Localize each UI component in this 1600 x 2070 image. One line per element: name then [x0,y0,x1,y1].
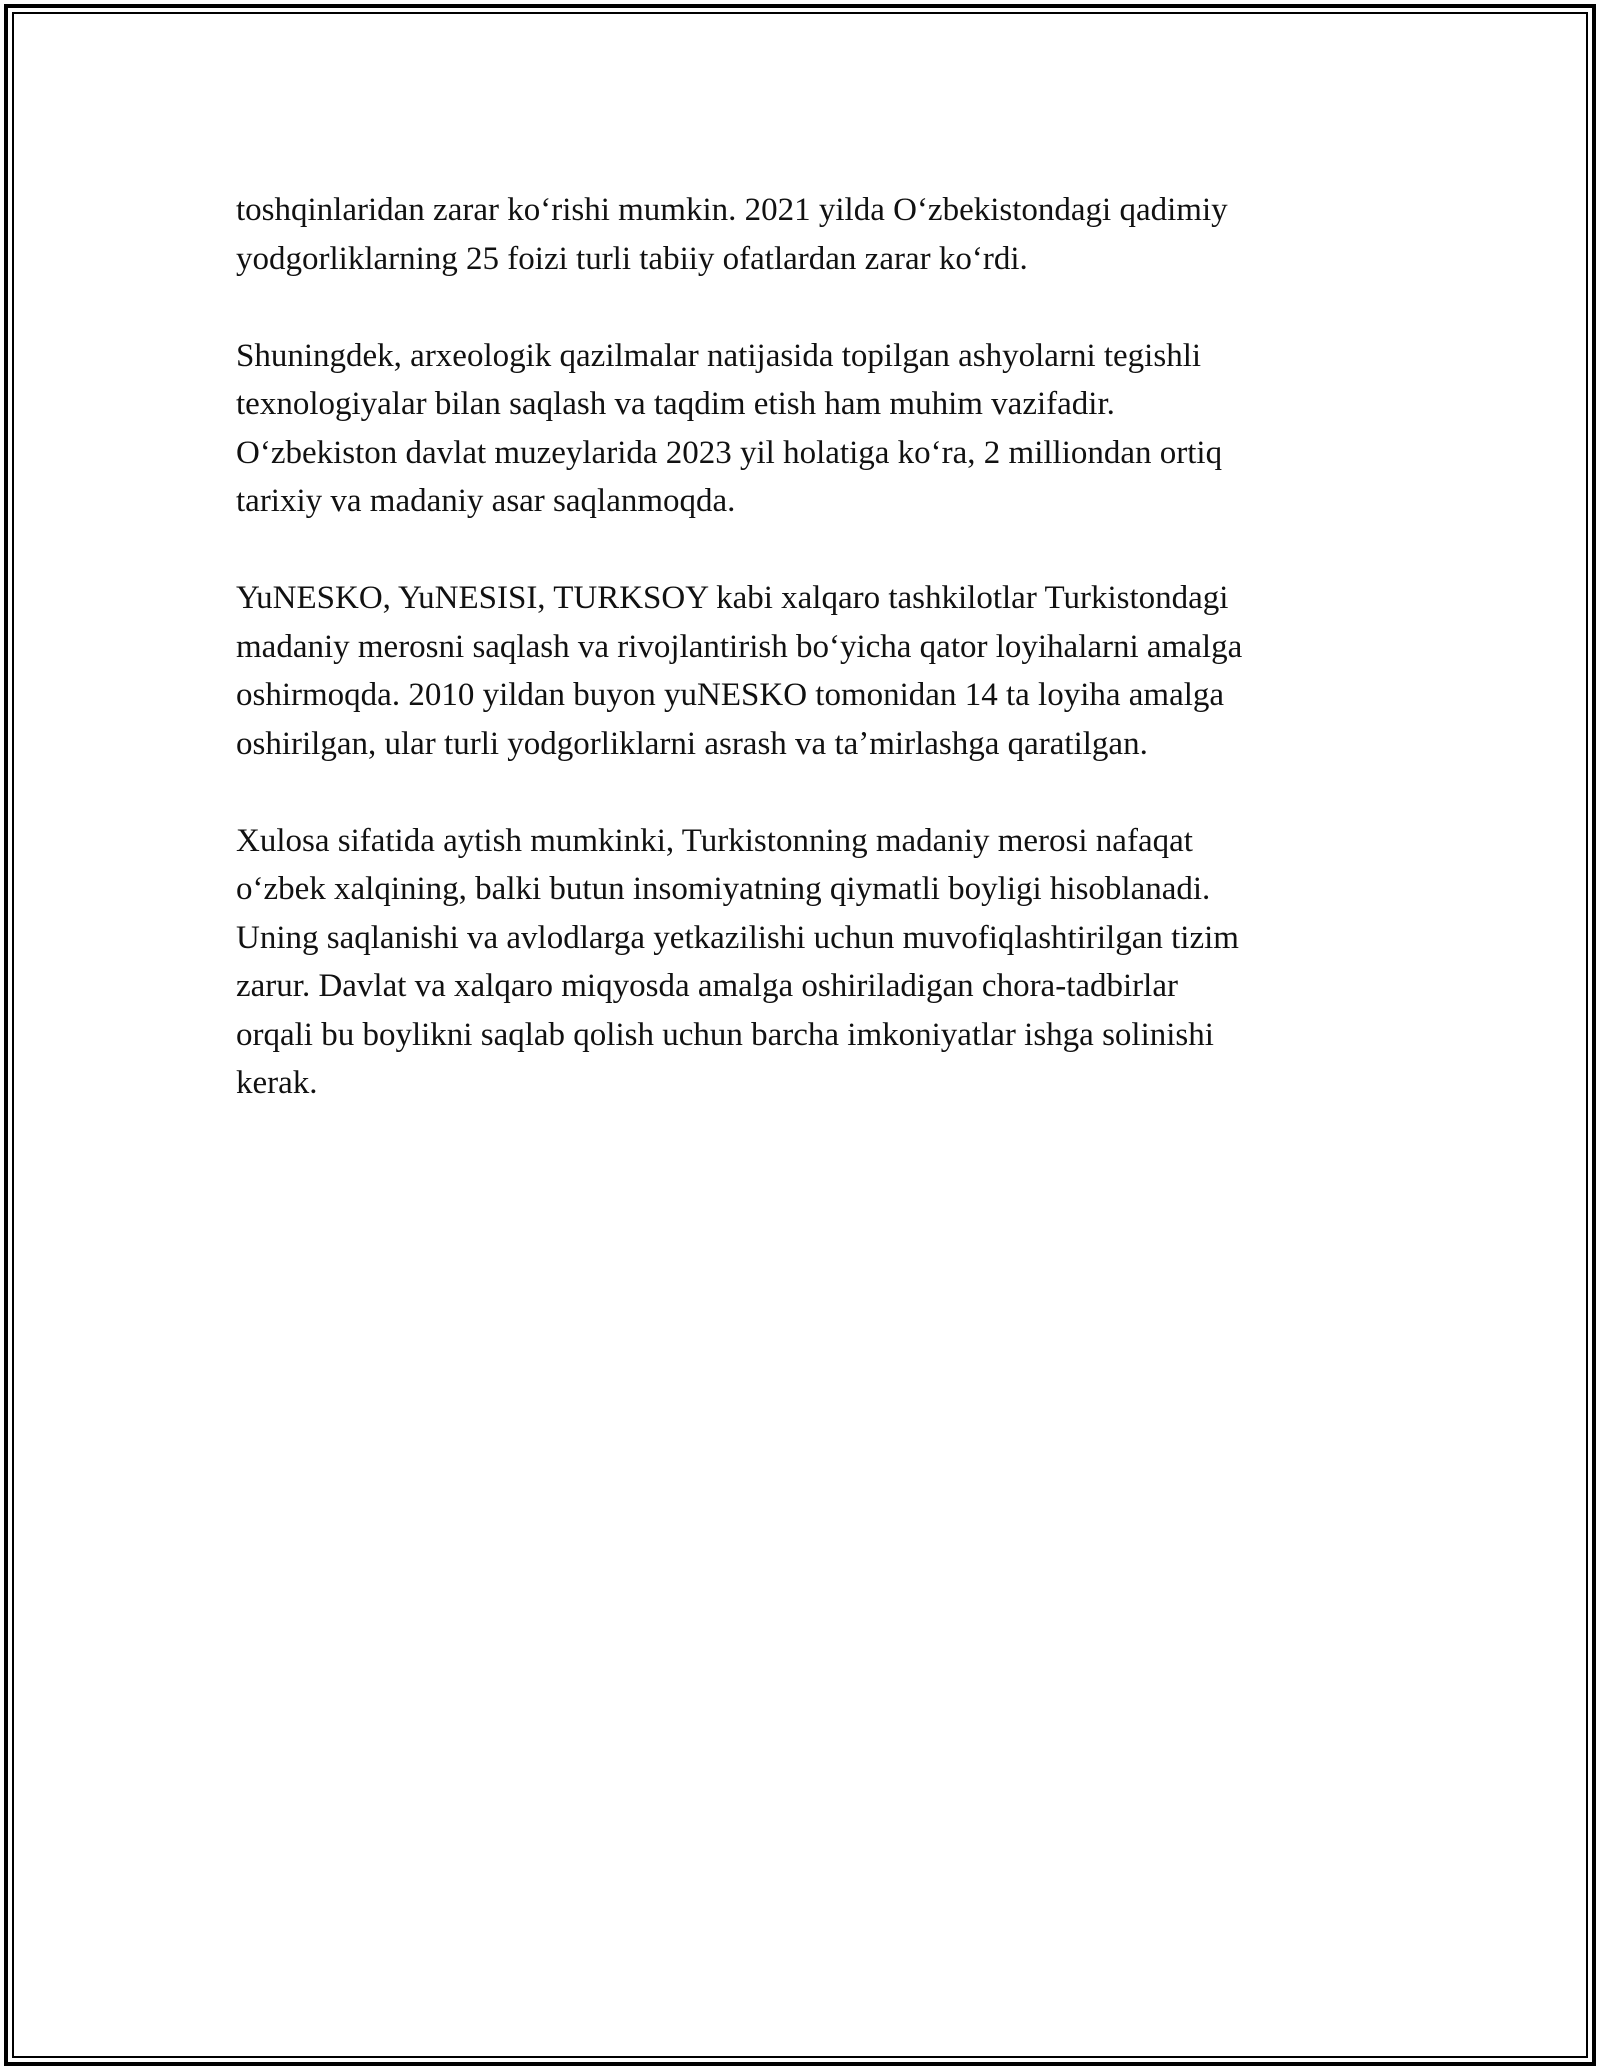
document-body [236,186,1366,1156]
text-line: toshqinlaridan zarar koʻrishi mumkin. 2021 yilda Oʻzbekistondagi qadimiy [236,192,1228,228]
text-line: texnologiyalar bilan saqlash va taqdim etish ham muhim vazifadir. [236,386,1115,422]
text-line: oʻzbek xalqining, balki butun insomiyatning qiymatli boyligi hisoblanadi. [236,871,1211,907]
text-line: Xulosa sifatida aytish mumkinki, Turkistonning madaniy merosi nafaqat [236,822,1193,859]
text-line: kerak. [236,1065,318,1101]
text-line: yodgorliklarning 25 foizi turli tabiiy ofatlardan zarar koʻrdi. [236,240,1028,277]
text-line: Oʻzbekiston davlat muzeylarida 2023 yil holatiga koʻra, 2 milliondan ortiq [236,434,1223,471]
text-line: Uning saqlanishi va avlodlarga yetkazilishi uchun muvofiqlashtirilgan tizim [236,919,1239,956]
text-line: madaniy merosni saqlash va rivojlantirish boʻyicha qator loyihalarni amalga [236,628,1243,665]
text-line: Shuningdek, arxeologik qazilmalar natijasida topilgan ashyolarni tegishli [236,337,1202,374]
paragraph-flood-damage [236,186,1366,283]
text-line: orqali bu boylikni saqlab qolish uchun barcha imkoniyatlar ishga solinishi [236,1016,1214,1053]
text-line: tarixiy va madaniy asar saqlanmoqda. [236,483,736,519]
paragraph-archaeology [236,332,1366,526]
paragraph-conclusion [236,817,1366,1108]
text-line: oshirilgan, ular turli yodgorliklarni asrash va taʼmirlashga qaratilgan. [236,725,1148,762]
text-line: YuNESKO, YuNESISI, TURKSOY kabi xalqaro tashkilotlar Turkistondagi [236,580,1229,616]
text-line: zarur. Davlat va xalqaro miqyosda amalga oshiriladigan chora-tadbirlar [236,968,1178,1004]
paragraph-international-organizations [236,574,1366,768]
text-line: oshirmoqda. 2010 yildan buyon yuNESKO tomonidan 14 ta loyiha amalga [236,677,1225,713]
